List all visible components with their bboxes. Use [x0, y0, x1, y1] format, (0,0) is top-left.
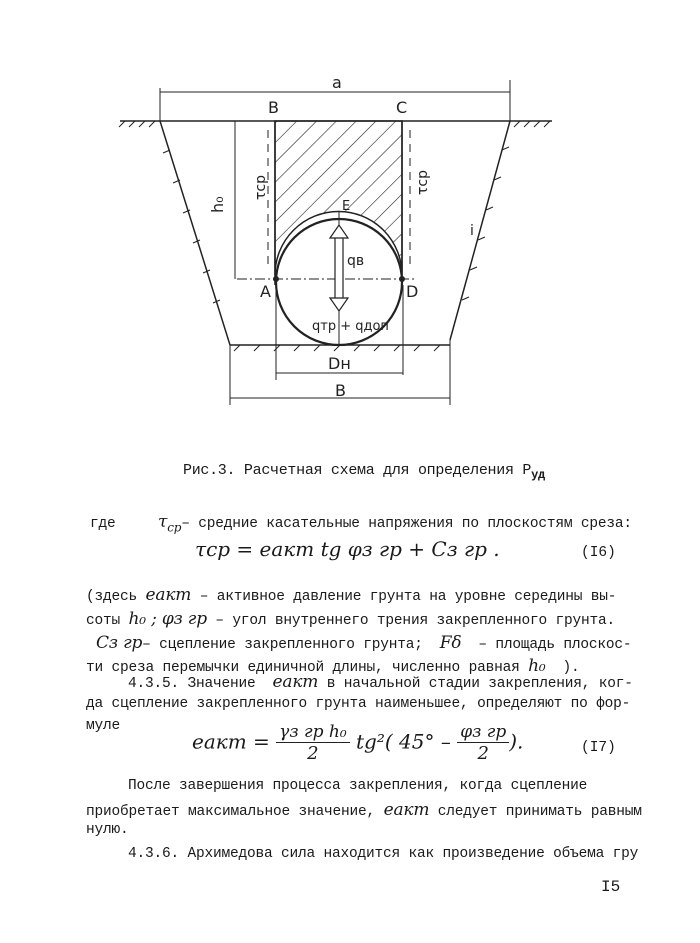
text-line: муле — [86, 718, 121, 734]
page-number: I5 — [601, 878, 621, 896]
label-tau-right: τср — [415, 169, 431, 195]
label-Dn: Dн — [328, 354, 351, 373]
label-A: A — [260, 282, 271, 301]
label-E: E — [342, 199, 351, 214]
equation-17: eакт = $\frac{\text{γз гр h₀}}{2}$ tg²( 45° – $\frac{\text{φз гр}}{2}$ ). — [192, 722, 524, 764]
label-qv: qв — [347, 253, 365, 269]
text-line: (здесь eакт – активное давление грунта на уровне середины вы- — [86, 585, 617, 605]
label-B-bottom: B — [335, 381, 346, 400]
label-a: a — [332, 73, 342, 92]
text-line: нулю. — [86, 822, 129, 838]
text-line: Cз гр– сцепление закрепленного грунта; Fδ – площадь плоскос- — [96, 633, 632, 653]
figure-caption: Рис.3. Расчетная схема для определения $P_{уд}$ — [183, 462, 545, 482]
label-i: i — [470, 223, 474, 239]
label-B-top: B — [268, 98, 279, 117]
text-line: приобретает максимальное значение, eакт следует принимать равным — [86, 800, 642, 820]
text-line: После завершения процесса закрепления, когда сцепление — [128, 778, 588, 794]
text-line: ти среза перемычки единичной длины, численно равная h₀ ). — [86, 656, 580, 676]
label-h0: h₀ — [208, 196, 227, 213]
equation-16-number: (I6) — [581, 545, 616, 561]
equation-16: τср = eакт tg φз гр + Cз гр . — [195, 537, 500, 561]
trench-diagram — [100, 60, 560, 410]
label-qtr-qdop: qтр + qдоп — [312, 319, 389, 334]
label-tau-left: τср — [253, 174, 269, 200]
label-C: C — [396, 98, 408, 117]
text-line: соты h₀ ; φз гр – угол внутреннего трения закрепленного грунта. — [86, 609, 615, 629]
label-D: D — [406, 282, 419, 301]
equation-17-number: (I7) — [581, 740, 616, 756]
section-4-3-6: 4.3.6. Архимедова сила находится как произведение объема гру — [128, 846, 639, 862]
text-line: да сцепление закрепленного грунта наименьшее, определяют по фор- — [86, 696, 631, 712]
section-4-3-5: 4.3.5. Значение eакт в начальной стадии закрепления, ког- — [128, 672, 633, 692]
definition-tau: где $\tau_{ср}-$ средние касательные напряжения по плоскостям среза: — [90, 512, 632, 535]
